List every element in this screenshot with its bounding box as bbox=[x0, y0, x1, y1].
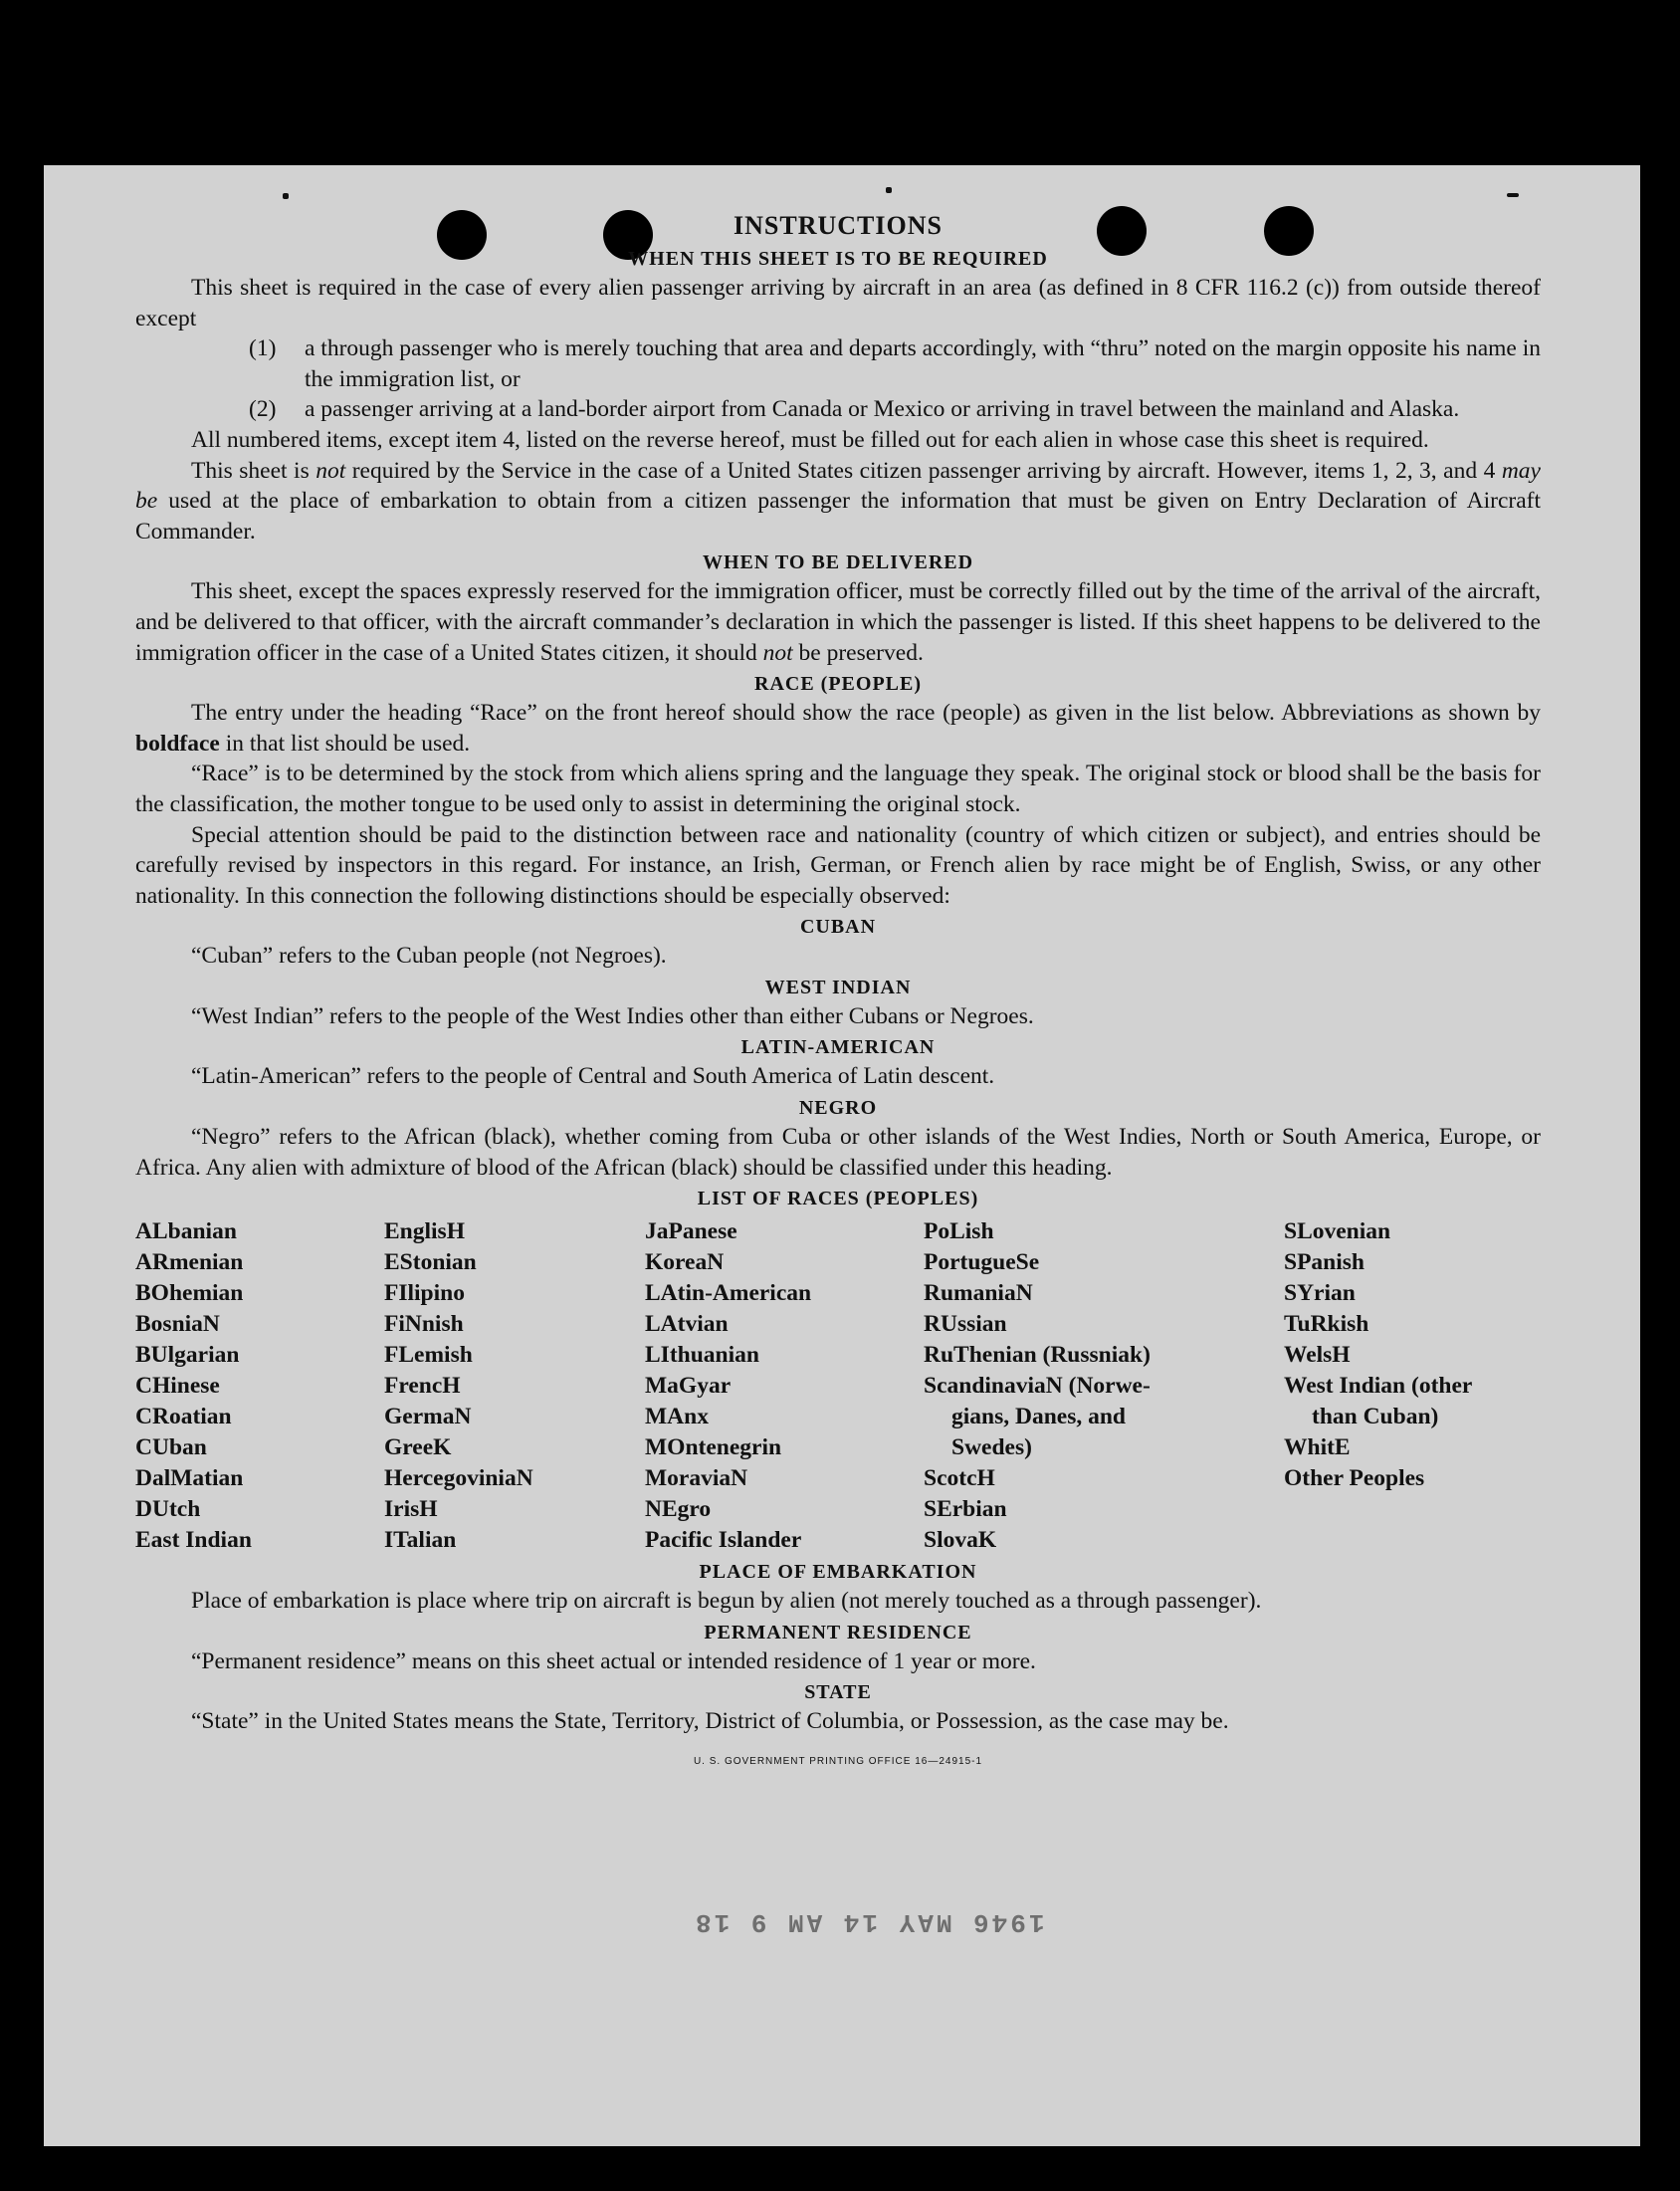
races-list bbox=[135, 1216, 1541, 1556]
paragraph bbox=[135, 456, 1541, 548]
text-run: required by the Service in the case of a United States citizen passenger arriving by aircraft. However, items 1, 2, 3, and 4 bbox=[345, 457, 1502, 484]
section-heading: LATIN-AMERICAN bbox=[740, 1036, 936, 1059]
text-run: in that list should be used. bbox=[219, 730, 471, 757]
race-entry: Swedes) bbox=[951, 1434, 1032, 1461]
section-heading: WHEN TO BE DELIVERED bbox=[702, 551, 974, 574]
race-entry: LIthuanian bbox=[645, 1342, 759, 1369]
race-entry: SlovaK bbox=[924, 1527, 997, 1554]
race-entry: TuRkish bbox=[1284, 1311, 1369, 1338]
paragraph: “Race” is to be determined by the stock from which aliens spring and the language they speak. The original stock or blood shall be the basis for the classification, the mother tongue to be used only to assist in determining the original stock. bbox=[135, 761, 1541, 817]
race-entry: JaPanese bbox=[645, 1218, 737, 1245]
race-entry: PoLish bbox=[924, 1218, 994, 1245]
paragraph bbox=[135, 576, 1541, 668]
text-run-italic: not bbox=[315, 457, 346, 484]
text-run: This sheet, except the spaces expressly reserved for the immigration officer, must be correctly filled out by the time of the arrival of the aircraft, and be delivered to that officer, with the aircraft commander’s declaration in which the passenger is listed. If this sheet happens to be delivered to the immigration officer in the case of a United States citizen, it should bbox=[135, 578, 1541, 666]
race-entry: SLovenian bbox=[1284, 1218, 1391, 1245]
race-entry: LAtin-American bbox=[645, 1280, 812, 1307]
printer-imprint: U. S. GOVERNMENT PRINTING OFFICE 16—24915-1 bbox=[693, 1756, 983, 1768]
race-entry: FIlipino bbox=[384, 1280, 465, 1307]
race-entry: MaGyar bbox=[645, 1373, 732, 1400]
race-entry: East Indian bbox=[135, 1527, 252, 1554]
item-text: a passenger arriving at a land-border airport from Canada or Mexico or arriving in travel between the mainland and Alaska. bbox=[305, 396, 1460, 423]
text-run: The entry under the heading “Race” on the front hereof should show the race (people) as given in the list below. Abbreviations as shown by bbox=[191, 700, 1541, 727]
speck bbox=[886, 187, 892, 193]
paragraph: “Negro” refers to the African (black), whether coming from Cuba or other islands of the West Indies, North or South America, Europe, or Africa. Any alien with admixture of blood of the African (black) should be classified under this heading. bbox=[135, 1124, 1541, 1181]
paragraph: “Latin-American” refers to the people of Central and South America of Latin descent. bbox=[191, 1063, 995, 1090]
race-entry: DalMatian bbox=[135, 1465, 244, 1492]
race-entry: GermaN bbox=[384, 1404, 472, 1430]
date-stamp: 1946 MAY 14 AM 9 18 bbox=[693, 1907, 1045, 1937]
speck bbox=[283, 193, 289, 199]
race-entry: EnglisH bbox=[384, 1218, 465, 1245]
paragraph: “West Indian” refers to the people of the West Indies other than either Cubans or Negroes. bbox=[191, 1002, 1034, 1029]
item-number: (2) bbox=[249, 396, 277, 423]
text-run-italic: not bbox=[762, 639, 793, 666]
section-heading: RACE (PEOPLE) bbox=[754, 673, 922, 696]
section-heading: NEGRO bbox=[798, 1097, 878, 1120]
race-entry: HercegoviniaN bbox=[384, 1465, 533, 1492]
race-entry: FiNnish bbox=[384, 1311, 464, 1338]
race-entry: ScandinaviaN (Norwe- bbox=[924, 1373, 1151, 1400]
race-entry: ALbanian bbox=[135, 1218, 237, 1245]
item-number: (1) bbox=[249, 335, 277, 362]
text-run-italic: may be bbox=[135, 457, 1541, 515]
section-heading: CUBAN bbox=[799, 916, 877, 939]
paragraph: “State” in the United States means the State, Territory, District of Columbia, or Possession, as the case may be. bbox=[191, 1708, 1229, 1735]
text-run: This sheet is bbox=[191, 457, 316, 484]
list-item bbox=[135, 333, 1541, 394]
paragraph: All numbered items, except item 4, listed on the reverse hereof, must be filled out for each alien in whose case this sheet is required. bbox=[191, 426, 1429, 453]
race-entry: SErbian bbox=[924, 1496, 1007, 1523]
races-column bbox=[924, 1216, 1284, 1556]
paragraph: “Permanent residence” means on this sheet actual or intended residence of 1 year or more. bbox=[191, 1647, 1036, 1674]
race-entry: SYrian bbox=[1284, 1280, 1356, 1307]
race-entry: than Cuban) bbox=[1312, 1404, 1439, 1430]
race-entry: RumaniaN bbox=[924, 1280, 1033, 1307]
race-entry: EStonian bbox=[384, 1249, 477, 1276]
race-entry: Pacific Islander bbox=[645, 1527, 802, 1554]
item-text: a through passenger who is merely touching that area and departs accordingly, with “thru” noted on the margin opposite his name in the immigration list, or bbox=[305, 335, 1541, 392]
race-entry: CRoatian bbox=[135, 1404, 232, 1430]
paragraph bbox=[135, 698, 1541, 759]
page-title: INSTRUCTIONS bbox=[734, 211, 943, 240]
races-column bbox=[645, 1216, 924, 1556]
section-heading: LIST OF RACES (PEOPLES) bbox=[697, 1188, 979, 1210]
section-heading: STATE bbox=[804, 1681, 872, 1704]
text-run: be preserved. bbox=[792, 639, 924, 666]
section-heading: WEST INDIAN bbox=[764, 976, 912, 998]
race-entry: LAtvian bbox=[645, 1311, 729, 1338]
paragraph: This sheet is required in the case of every alien passenger arriving by aircraft in an area (as defined in 8 CFR 116.2 (c)) from outside thereof except bbox=[135, 275, 1541, 331]
paragraph: “Cuban” refers to the Cuban people (not Negroes). bbox=[191, 943, 667, 970]
race-entry: FLemish bbox=[384, 1342, 473, 1369]
race-entry: BUlgarian bbox=[135, 1342, 240, 1369]
section-heading: PERMANENT RESIDENCE bbox=[704, 1621, 972, 1643]
race-entry: FrencH bbox=[384, 1373, 461, 1400]
races-column bbox=[135, 1216, 384, 1556]
race-entry: West Indian (other bbox=[1284, 1373, 1473, 1400]
race-entry: ScotcH bbox=[924, 1465, 995, 1492]
paragraph: Place of embarkation is place where trip on aircraft is begun by alien (not merely touched as a through passenger). bbox=[191, 1588, 1262, 1615]
race-entry: CUban bbox=[135, 1434, 207, 1461]
race-entry: NEgro bbox=[645, 1496, 712, 1523]
list-item bbox=[135, 394, 1541, 425]
text-run: used at the place of embarkation to obtain from a citizen passenger the information that must be given on Entry Declaration of Aircraft Commander. bbox=[135, 488, 1541, 545]
race-entry: BosniaN bbox=[135, 1311, 220, 1338]
section-heading: WHEN THIS SHEET IS TO BE REQUIRED bbox=[628, 248, 1048, 270]
race-entry: KoreaN bbox=[645, 1249, 725, 1276]
race-entry: ARmenian bbox=[135, 1249, 244, 1276]
paragraph: Special attention should be paid to the distinction between race and nationality (country of which citizen or subject), and entries should be carefully revised by inspectors in this regard. For instance, an Irish, German, or French alien by race might be of English, Swiss, or any other nationality. In this connection the following distinctions should be especially observed: bbox=[135, 821, 1541, 909]
race-entry: WelsH bbox=[1284, 1342, 1351, 1369]
instructions-body bbox=[135, 209, 1541, 1778]
document-sheet bbox=[44, 165, 1640, 2146]
race-entry: gians, Danes, and bbox=[951, 1404, 1126, 1430]
section-heading: PLACE OF EMBARKATION bbox=[699, 1561, 977, 1584]
races-column bbox=[1284, 1216, 1541, 1556]
race-entry: GreeK bbox=[384, 1434, 452, 1461]
race-entry: RUssian bbox=[924, 1311, 1007, 1338]
race-entry: SPanish bbox=[1284, 1249, 1365, 1276]
race-entry: MoraviaN bbox=[645, 1465, 748, 1492]
race-entry: WhitE bbox=[1284, 1434, 1351, 1461]
races-column bbox=[384, 1216, 645, 1556]
race-entry: CHinese bbox=[135, 1373, 220, 1400]
speck bbox=[1507, 193, 1519, 197]
race-entry: PortugueSe bbox=[924, 1249, 1040, 1276]
race-entry: RuThenian (Russniak) bbox=[924, 1342, 1151, 1369]
race-entry: ITalian bbox=[384, 1527, 457, 1554]
race-entry: BOhemian bbox=[135, 1280, 244, 1307]
text-run-bold: boldface bbox=[135, 730, 220, 757]
race-entry: DUtch bbox=[135, 1496, 201, 1523]
race-entry: Other Peoples bbox=[1284, 1465, 1425, 1492]
race-entry: MAnx bbox=[645, 1404, 709, 1430]
race-entry: IrisH bbox=[384, 1496, 438, 1523]
race-entry: MOntenegrin bbox=[645, 1434, 782, 1461]
